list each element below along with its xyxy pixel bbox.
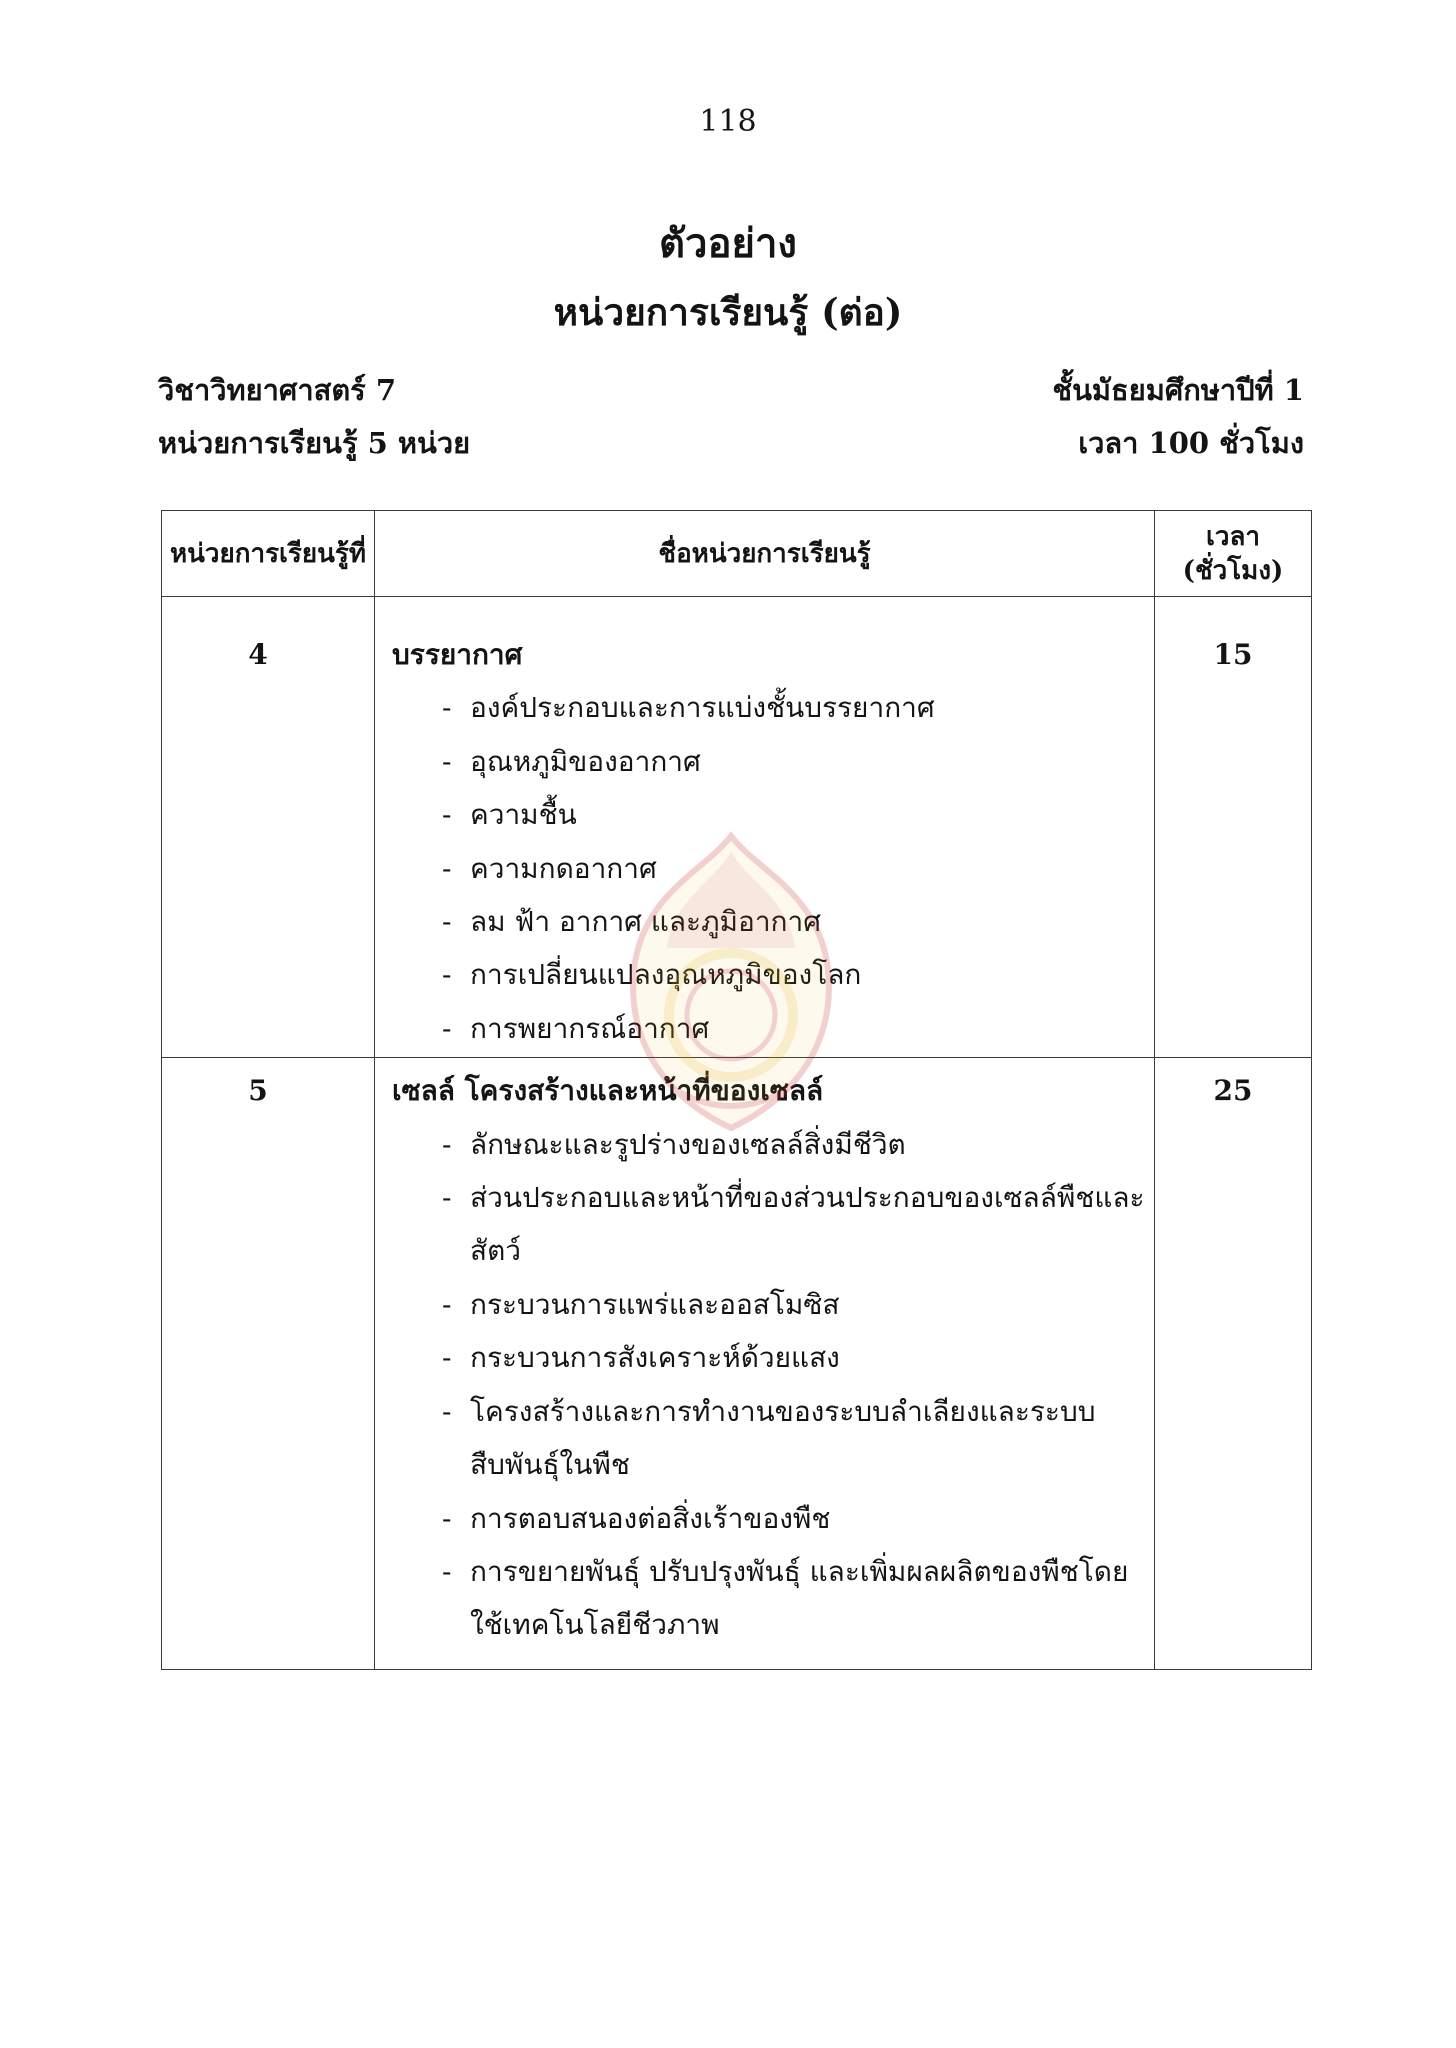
topic-text: การพยากรณ์อากาศ: [470, 1011, 710, 1045]
unit-name: เซลล์ โครงสร้างและหน้าที่ของเซลล์: [392, 1074, 824, 1108]
bullet-dash: -: [442, 1554, 452, 1588]
topic-item: [392, 681, 1146, 734]
bullet-dash: -: [442, 905, 452, 939]
topic-text: ส่วนประกอบและหน้าที่ของส่วนประกอบของเซลล์พืชและสัตว์: [470, 1181, 1145, 1268]
bullet-dash: -: [442, 1181, 452, 1215]
hours-cell: 15: [1155, 597, 1312, 1058]
topic-text: โครงสร้างและการทำงานของระบบลำเลียงและระบบสืบพันธุ์ในพืช: [470, 1394, 1096, 1482]
table-row: [162, 597, 1312, 1058]
page-subtitle: หน่วยการเรียนรู้ (ต่อ): [553, 290, 903, 334]
topic-item: [392, 788, 1146, 841]
unit-number-cell: 4: [162, 597, 375, 1058]
topic-item: [392, 1492, 1146, 1545]
topic-item: [392, 895, 1146, 948]
bullet-dash: -: [442, 1501, 452, 1535]
topic-text: การเปลี่ยนแปลงอุณหภูมิของโลก: [470, 958, 862, 992]
page-title: ตัวอย่าง: [659, 220, 797, 267]
topic-text: ความกดอากาศ: [470, 851, 657, 885]
topic-text: องค์ประกอบและการแบ่งชั้นบรรยากาศ: [470, 691, 935, 725]
hours-cell: 25: [1155, 1058, 1312, 1669]
topic-item: [392, 948, 1146, 1001]
topic-item: [392, 1385, 1146, 1492]
topic-item: [392, 1545, 1146, 1652]
topic-text: ความชื้น: [470, 798, 577, 832]
topic-text: ลักษณะและรูปร่างของเซลล์สิ่งมีชีวิต: [470, 1127, 906, 1161]
bullet-dash: -: [442, 691, 452, 725]
bullet-dash: -: [442, 851, 452, 885]
unit-name: บรรยากาศ: [392, 638, 523, 671]
bullet-dash: -: [442, 1287, 452, 1321]
unit-name-cell: [375, 597, 1155, 1058]
topic-item: [392, 1331, 1146, 1384]
topic-text: การตอบสนองต่อสิ่งเร้าของพืช: [470, 1501, 831, 1535]
unit-name-cell: [375, 1058, 1155, 1669]
grade-label: ชั้นมัธยมศึกษาปีที่ 1: [1052, 373, 1304, 407]
topic-item: [392, 1171, 1146, 1278]
table-row: [162, 1058, 1312, 1669]
unit-number-cell: 5: [162, 1058, 375, 1669]
topic-item: [392, 735, 1146, 788]
bullet-dash: -: [442, 958, 452, 992]
table-body: [162, 597, 1312, 1670]
topic-text: ลม ฟ้า อากาศ และภูมิอากาศ: [470, 905, 821, 939]
topic-item: [392, 1118, 1146, 1171]
bullet-dash: -: [442, 798, 452, 832]
table-header-row: [162, 511, 1312, 597]
bullet-dash: -: [442, 744, 452, 778]
topic-text: การขยายพันธุ์ ปรับปรุงพันธุ์ และเพิ่มผลผลิตของพืชโดยใช้เทคโนโลยีชีวภาพ: [470, 1554, 1129, 1642]
bullet-dash: -: [442, 1011, 452, 1045]
bullet-dash: -: [442, 1394, 452, 1428]
curriculum-table: [161, 510, 1312, 1670]
topic-text: อุณหภูมิของอากาศ: [470, 744, 701, 778]
topic-text: กระบวนการสังเคราะห์ด้วยแสง: [470, 1341, 840, 1375]
header-unit-number: หน่วยการเรียนรู้ที่: [162, 511, 375, 597]
topic-item: [392, 1002, 1146, 1055]
unit-count-label: หน่วยการเรียนรู้ 5 หน่วย: [158, 426, 471, 460]
topic-item: [392, 1278, 1146, 1331]
topic-item: [392, 842, 1146, 895]
header-unit-name: ชื่อหน่วยการเรียนรู้: [375, 511, 1155, 597]
page-number: 118: [699, 104, 757, 139]
total-time-label: เวลา 100 ชั่วโมง: [1078, 426, 1304, 460]
topic-text: กระบวนการแพร่และออสโมซิส: [470, 1287, 840, 1321]
subject-label: วิชาวิทยาศาสตร์ 7: [158, 373, 397, 407]
header-hours: เวลา (ชั่วโมง): [1155, 511, 1312, 597]
bullet-dash: -: [442, 1341, 452, 1375]
bullet-dash: -: [442, 1127, 452, 1161]
